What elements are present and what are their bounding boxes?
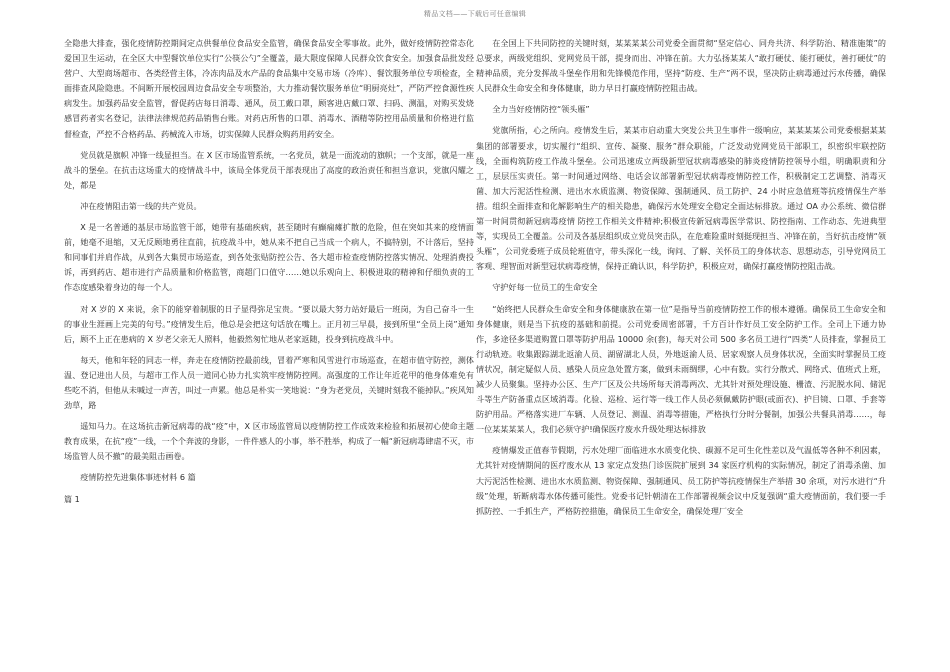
right-heading-2: 守护好每一位员工的生命安全 — [492, 282, 598, 293]
right-column — [476, 36, 886, 519]
left-paragraph-2: 党员就是旗帜 冲锋一线显担当。在 X 区市场监管系统，一名党员，就是一面流动的旗帜；一个支部，就是一座战斗的堡垒。在抗击这场重大的疫情战斗中，该局全体党员干部表现出了高度的政治责任和担当意识，党旗闪耀之处，都是 — [64, 149, 474, 190]
left-paragraph-5: 对 X 岁的 X 来说，余下的能穿着制服的日子显得弥足宝贵。“要以最大努力站好最后一班岗，为自己奋斗一生的事业生涯画上完美的句号。”疫情发生后，他总是会把这句话放在嘴上。正月初三早晨，接到所里“全员上岗”通知后，顾不上正在患病的 X 岁老父亲无人照料，他毅然匆忙地从老家返随，投身到抗疫战斗中。 — [64, 303, 474, 344]
left-paragraph-7: 遥知马力。在这场抗击新冠病毒的战“疫”中，X 区市场监管局以疫情防控工作成效来检验和拓展初心使命主题教育成果，在抗“疫”一线，一个个奔波的身影，一件件感人的小事，举不胜举，构成了一幅“新冠病毒肆虐不灭，市场监管人员不撤”的最美阻击画卷。 — [64, 421, 474, 462]
document-title: 疫情防控先进集体事迹材料 6 篇 — [80, 472, 196, 483]
right-paragraph-2: 党旗所指，心之所向。疫情发生后，某某市启动重大突发公共卫生事件一级响应，某某某某公司党委根据某某集团的部署要求，切实履行“组织、宣传、凝聚、服务”群众职能，广泛发动党网党员干部职工，织密织牢联控防线，全面构筑防疫工作战斗堡垒。公司迅速成立两级新型冠状病毒感染的肺炎疫情防控领导小组，明确职责和分工，层层压实责任。第一时间通过网络、电话会议部署新型冠状病毒疫情防控工作，积极制定工艺调整、消毒灭菌、加大污泥活性检测、进出水水质监测、物资保障、强制通风、员工防护、24 小时应急值班等抗疫情保生产举措。组织全面排查和化解影响生产的相关隐患，确保污水处理安全稳定全面达标排放。通过 OA 办公系统、微信群第一时间贯彻新冠病毒疫情 防控工作相关文件精神;积极宣传新冠病毒医学常识、防控指南、工作动态、先进典型等，实现员工全覆盖。公司及各基层组织成立党员突击队，在危难险重时刻挺现担当、冲锋在前，当好抗击疫情“领头雁”，公司党委班子成员轮班值守，带头深化一线，询问、了解、关怀员工的身体状态、思想动态，引导党网员工客观、理智面对新型冠状病毒疫情，保持正确认识，科学防护，积极应对，确保打赢疫情防控阻击战。 — [476, 125, 886, 272]
left-paragraph-4: X 是一名普通的基层市场监管干部，她带有基础疾病，甚至随时有癫痫瘫扩散的危险，但在突如其来的疫情面前，她毫不退缩，又无反顾地勇往直前，抗疫战斗中，她从来不把自己当成一个病人，不搞特别，不计落后，坚持和同事们并肩作战，从到各大集贸市场巡查，到各处张贴防控公告、各大超市检查疫情防控落实情况、处理消费投诉，再到药店、超市进行产品质量和价格监管，商超门口值守……她以乐观向上、积极进取的精神和仔细负责的工作态度感染着身边的每一个人。 — [64, 222, 474, 293]
left-paragraph-1: 全隐患大排查，强化疫情防控期间定点供餐单位食品安全监管，确保食品安全零事故。此外，做好疫情防控常态化爱国卫生运动，在全区大中型餐饮单位实行“公筷公勺”全覆盖，最大限度保障人民群众饮食安全。加强食品批发经营户、大型商场超市、各类经营主体，冷冻肉品及水产品的食品集中交易市场（冷库）、餐饮服务单位专项检查，全面排查风险隐患。不间断开展校园周边食品安全专项整治，大力推动餐饮服务单位“明厨亮灶”，严防严控食源性疾病发生。加强药品安全监管，督促药店每日消毒、通风，员工戴口罩，顾客进店戴口罩、扫码、测温，对购买发烧感冒药者实名登记，法律法律规范药品销售台账。对药店所售的口罩、消毒水、酒精等防控用品质量和价格进行监督检查，严控不合格药品、药械流入市场，切实保障人民群众购药用药安全。 — [64, 38, 474, 139]
left-paragraph-3: 冲在疫情阻击第一线的共产党员。 — [80, 200, 202, 211]
page-header: 精品文档——下载后可任意编辑 — [423, 10, 527, 18]
right-paragraph-1: 在全国上下共同防控的关键时刻，某某某某公司党委全面贯彻“坚定信心、同舟共济、科学防治、精准施策”的总要求，两级党组织、党网党员干部，提身而出、冲锋在前。大力弘扬某某人“敢打硬仗、能打硬仗，善打硬仗”的精神品质，充分发挥战斗堡垒作用和先锋模范作用，坚持“防疫、生产”两不误，坚决防止病毒通过污水传播，确保人民群众生命安全和身体健康，助力早日打赢疫情防控阻击战。 — [476, 38, 886, 94]
left-paragraph-6: 每天，他和年轻的同志一样，奔走在疫情防控最前线，冒着严寒和风雪进行市场巡查，在超市值守防控，测体温、登记进出人员，与超市工作人员一道同心协力扎实筑牢疫情防控网。高强度的工作让年近花甲的他身体难免有些吃不消，但他从未喊过一声苦，叫过一声累。他总是朴实一笑地说：“身为老党员，关键时刻我不能掉队。”疾风知劲草，路 — [64, 354, 474, 411]
right-paragraph-4: 疫情爆发正值春节假期，污水处理厂面临进水水质变化快、碳源不足可生化性差以及气温低等各种不利因素，尤其针对疫情期间的医疗废水从 13 家定点发热门诊医院扩展到 34 家医疗机构的实际情况，制定了消毒杀菌、加大污泥活性检测、进出水水质监测、物资保障、强制通风、员工防护等抗疫情保生产举措 30 余项，对污水进行“升级”处理，斩断病毒水体传播可能性。党委书记针朝清在工作部署视频会议中反复强调“重大疫情面前，我们要一手抓防控、一手抓生产，严格防控措施，确保员工生命安全，确保处理厂安全 — [476, 445, 886, 516]
right-heading-1: 全力当好疫情防控“领头雁” — [492, 104, 590, 115]
section-label: 篇 1 — [64, 493, 80, 504]
left-column — [64, 36, 474, 513]
right-paragraph-3: “始终把人民群众生命安全和身体健康放在第一位”是指导当前疫情防控工作的根本遵循。确保员工生命安全和身体健康，则是当下抗疫的基础和前提。公司党委周密部署，千方百计作好员工安全防护工作。全司上下通力协作，多途径多渠道购置口罩等防护用品 10000 余(套)，每天对公司 500 多名员工进行“四类”人员排查，掌握员工行动轨迹。收集跟踪湖北返渝人员、湖留湖北人员，外地返渝人员、居家观察人员身体状况，全面实时掌握员工疫情状况，制定疑似人员、感染人员应急处置方案，做到未雨绸缪，心中有数。实行分散式、网络式、值班式上班，减少人员聚集。坚持办公区、生产厂区及公共场所每天消毒两次、尤其针对预处理设施、栅渣、污泥脱水间、储泥斗等生产防备重点区域消毒。化验、巡检、运行等一线工作人员必须佩戴防护眼(或面衣)、护目镜、口罩、手套等防护用品。严格落实进厂车辆、人员登记、测温、消毒等措施，严格执行分时分餐制，加强公共餐具消毒……，每一位某某某某人，我们必须守护!确保医疗废水升级处理达标排放 — [476, 303, 886, 435]
